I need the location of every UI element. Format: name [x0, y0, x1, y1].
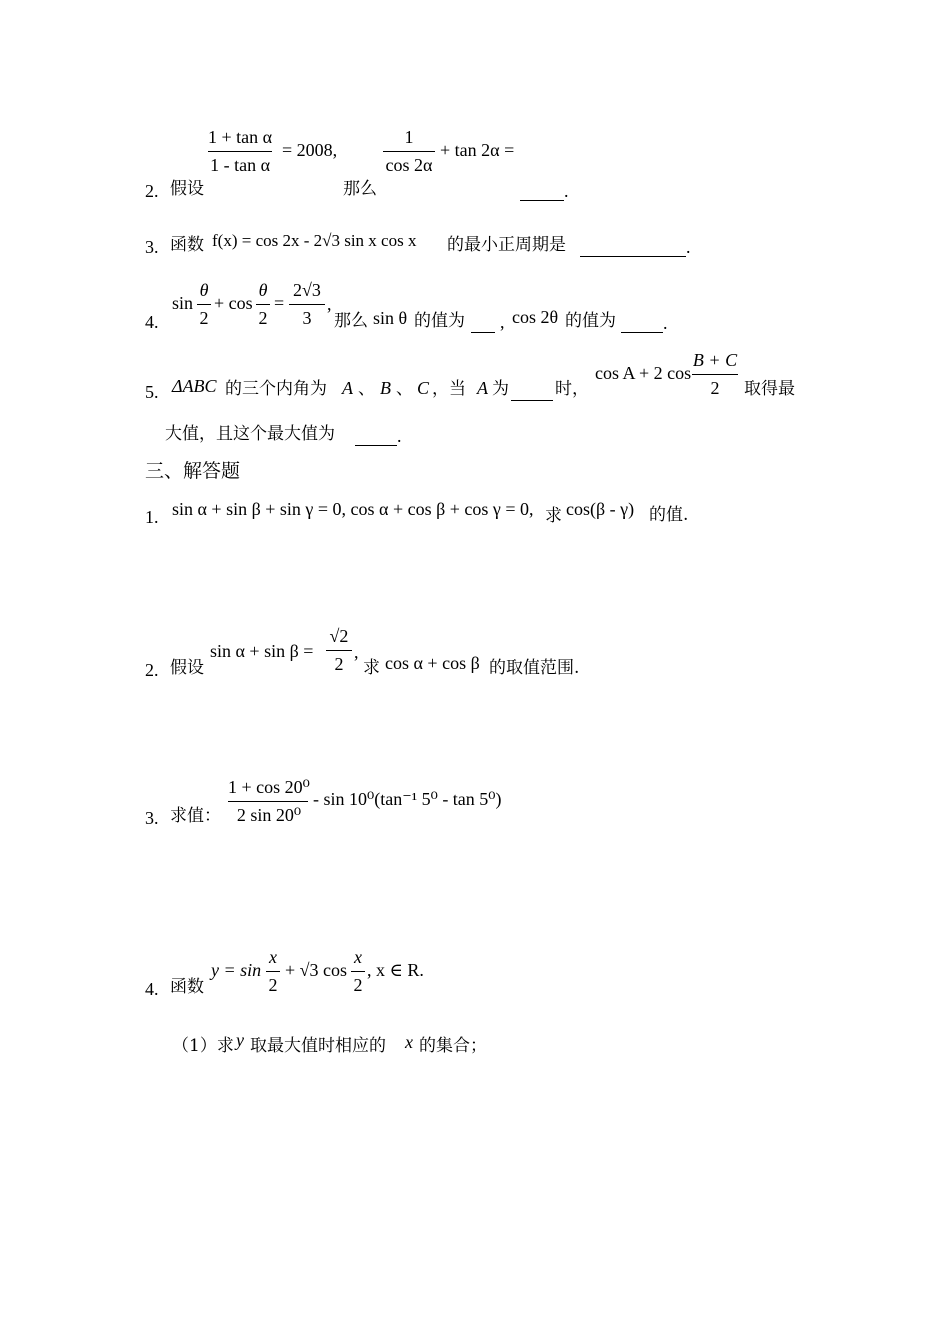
p4-equals: =	[274, 293, 285, 313]
q2-frac-denominator: 2	[334, 653, 344, 674]
q4-sub1-end: 的集合；	[419, 1036, 487, 1056]
p2-period: .	[564, 181, 569, 201]
q4-plus: + √3 cos	[285, 960, 348, 980]
p5-number: 5.	[145, 382, 159, 402]
q4-number: 4.	[145, 979, 159, 999]
q1-number: 1.	[145, 507, 159, 527]
q2-fraction	[326, 627, 352, 675]
q4-sub1-y: y	[236, 1030, 244, 1050]
p2-frac1-numerator: 1 + tan α	[208, 127, 273, 147]
p5-sep1: 、	[358, 379, 375, 399]
q4-x-half-1	[266, 948, 280, 996]
p4-theta-1: θ	[199, 280, 209, 300]
q2-assume: 假设	[170, 658, 204, 678]
q4-two-2: 2	[353, 974, 363, 995]
p4-blank-1[interactable]	[471, 314, 495, 333]
q4-label: 函数	[170, 977, 204, 997]
q4-sub1-x: x	[405, 1032, 413, 1052]
p5-angle-c: C	[417, 378, 430, 398]
p5-blank-1[interactable]	[511, 382, 553, 401]
p2-plus-tan: + tan 2α =	[440, 140, 515, 160]
q3-fraction	[228, 778, 310, 826]
p5-angle-b: B	[380, 378, 391, 398]
p3-function: f(x) = cos 2x - 2√3 sin x cos x	[212, 231, 417, 250]
p5-angle-a: A	[342, 378, 353, 398]
p5-period: .	[397, 426, 402, 446]
p4-plus-cos: + cos	[214, 293, 253, 313]
q4-y-eq-sin	[211, 961, 261, 979]
q2-frac-numerator: √2	[329, 626, 349, 646]
q2-target: cos α + cos β	[385, 653, 480, 673]
p4-value-of-2: 的值为	[565, 311, 616, 331]
p4-then: 那么	[334, 311, 368, 331]
p2-answer-blank[interactable]	[520, 182, 569, 201]
q2-number: 2.	[145, 660, 159, 680]
p4-cos-2theta: cos 2θ	[512, 307, 559, 327]
p4-blank-2[interactable]	[621, 314, 668, 333]
p4-comma: ,	[327, 294, 332, 314]
p4-rhs-denominator: 3	[302, 307, 312, 328]
p5-frac-denominator: 2	[710, 377, 720, 398]
q1-expression: sin α + sin β + sin γ = 0, cos α + cos β + cos γ = 0,	[172, 499, 534, 519]
p5-text5: 取得最	[744, 379, 795, 399]
q4-tail: , x ∈ R.	[367, 960, 424, 980]
p5-frac-numerator: B + C	[692, 350, 738, 370]
p4-comma-2: ,	[500, 312, 505, 332]
section3-title: 三、解答题	[145, 460, 241, 482]
p2-fraction-tan	[208, 128, 272, 176]
q4-sub1-mid: 取最大值时相应的	[250, 1036, 386, 1056]
p3-period: .	[686, 237, 691, 257]
p4-rhs-fraction	[289, 281, 325, 329]
p4-two-2: 2	[258, 307, 268, 328]
p5-text1: 的三个内角为	[225, 379, 327, 399]
q3-frac-denominator: 2 sin 20⁰	[236, 804, 302, 825]
p4-number: 4.	[145, 312, 159, 332]
q3-number: 3.	[145, 808, 159, 828]
q4-x-1: x	[269, 947, 277, 967]
p5-line2: 大值，且这个最大值为	[165, 424, 335, 444]
p4-theta-2: θ	[258, 280, 268, 300]
p4-sin: sin	[172, 293, 194, 313]
p2-assume: 假设	[170, 179, 204, 199]
p2-number: 2.	[145, 181, 159, 201]
p4-theta-half-1	[197, 281, 211, 329]
q3-rest: - sin 10⁰(tan⁻¹ 5⁰ - tan 5⁰)	[313, 789, 502, 809]
p4-theta-half-2	[256, 281, 270, 329]
q3-label: 求值：	[170, 806, 221, 826]
q2-lhs: sin α + sin β =	[210, 641, 314, 661]
q4-sub1-label: （1）求	[172, 1036, 234, 1056]
p3-label: 函数	[170, 235, 204, 255]
p5-fraction	[692, 351, 738, 399]
p5-text4: 时，	[555, 379, 589, 399]
q1-ask: 求	[545, 506, 562, 526]
p2-frac2-denominator: cos 2α	[385, 154, 433, 175]
p4-rhs-numerator: 2√3	[293, 280, 321, 300]
p5-angle-a-2: A	[477, 378, 488, 398]
p3-suffix: 的最小正周期是	[447, 235, 566, 255]
q1-suffix: 的值.	[649, 505, 689, 525]
q2-ask: 求	[363, 658, 380, 678]
p4-two-1: 2	[199, 307, 209, 328]
p2-fraction-cos	[383, 128, 435, 176]
p5-triangle: ΔABC	[172, 376, 217, 396]
p4-period: .	[663, 313, 668, 333]
p5-text2: ，当	[432, 379, 466, 399]
p3-answer-blank[interactable]	[580, 238, 691, 257]
p5-sep2: 、	[396, 379, 413, 399]
q4-x-2: x	[354, 947, 362, 967]
q4-y-eq: y = sin	[211, 960, 262, 980]
q2-suffix: 的取值范围.	[489, 658, 580, 678]
p3-number: 3.	[145, 237, 159, 257]
p2-eq-2008: = 2008,	[282, 140, 338, 160]
q1-target: cos(β - γ)	[566, 499, 635, 519]
p4-sin-theta: sin θ	[373, 308, 408, 328]
q4-two-1: 2	[268, 974, 278, 995]
p5-text3: 为	[492, 379, 509, 399]
p2-then: 那么	[343, 179, 377, 199]
p4-value-of: 的值为	[414, 311, 465, 331]
q3-frac-numerator: 1 + cos 20⁰	[228, 777, 310, 797]
p5-expr-left: cos A + 2 cos	[595, 363, 692, 383]
p2-frac1-denominator: 1 - tan α	[210, 154, 270, 175]
p5-blank-2[interactable]	[355, 427, 402, 446]
q2-comma: ,	[354, 642, 359, 662]
p2-frac2-numerator: 1	[404, 127, 414, 147]
q4-x-half-2	[351, 948, 365, 996]
